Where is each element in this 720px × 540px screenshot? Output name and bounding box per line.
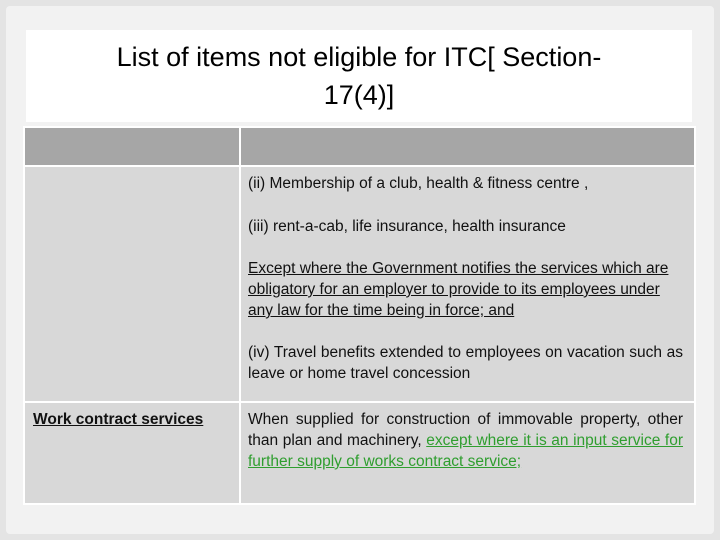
work-contract-exception-highlight: except where it is an input service for further supply of works contract service; (248, 432, 684, 470)
work-contract-main-text: When supplied for construction of immovable property, other than plan and machinery, (248, 411, 683, 449)
slide-title (26, 38, 692, 114)
exception-text: Except where the Government notifies the services which are obligatory for an employer to provide to its employees under any law for the time being in force; and (248, 260, 669, 319)
table-header-row (24, 127, 695, 166)
item-iv: (iv) Travel benefits extended to employees on vacation such as leave or home travel concession (248, 344, 683, 382)
work-contract-text (248, 409, 683, 472)
itc-table (23, 126, 696, 505)
slide-title-line2: 17(4)] (323, 80, 395, 110)
table-row (24, 166, 695, 402)
row-content-cell (240, 402, 695, 504)
table-row (24, 402, 695, 504)
header-cell-1 (24, 127, 240, 166)
header-cell-2 (240, 127, 695, 166)
item-ii: (ii) Membership of a club, health & fitness centre , (248, 175, 589, 192)
row-label-cell (24, 402, 240, 504)
row-label-cell (24, 166, 240, 402)
row-content-cell (240, 166, 695, 402)
slide-title-line1: List of items not eligible for ITC[ Section- (116, 42, 602, 72)
item-iii: (iii) rent-a-cab, life insurance, health insurance (248, 218, 566, 235)
work-contract-label: Work contract services (33, 411, 204, 428)
